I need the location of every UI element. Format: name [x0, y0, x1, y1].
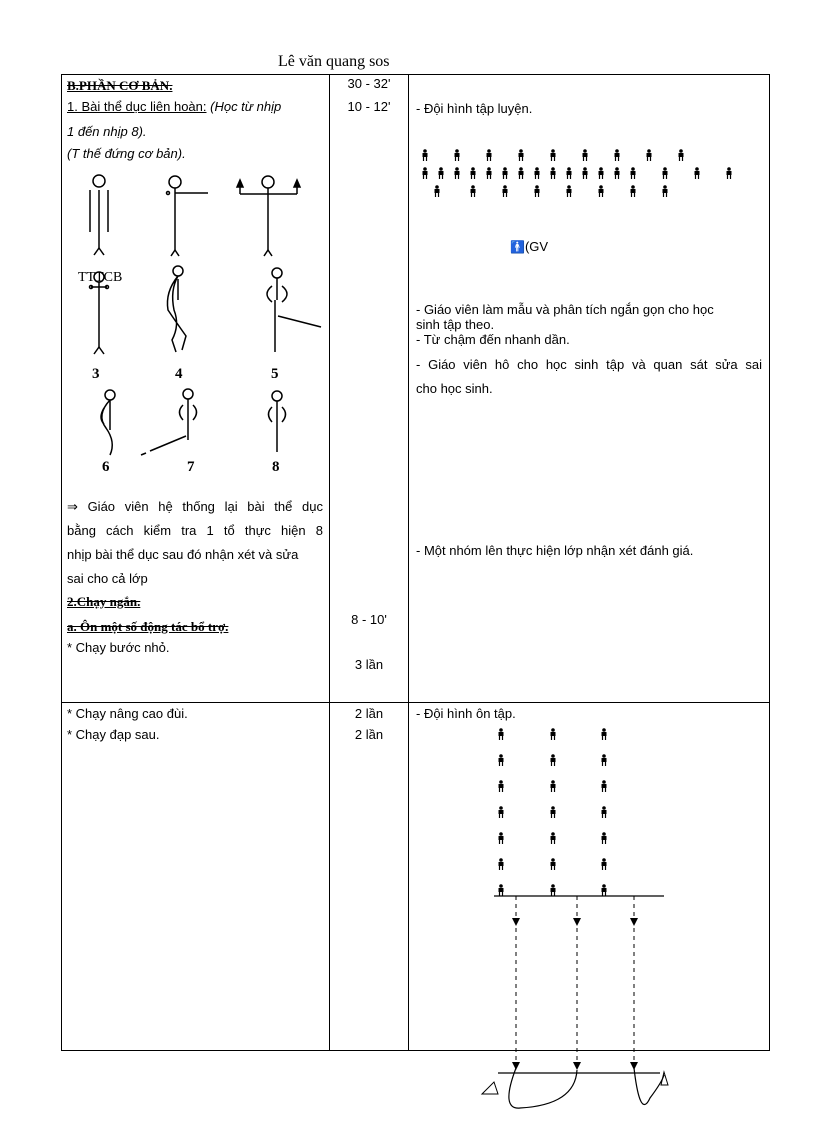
speed-note: - Từ chậm đến nhanh dần.	[416, 332, 570, 347]
high-knee: * Chạy nâng cao đùi.	[67, 706, 188, 721]
student-icon	[485, 148, 493, 160]
student-icon	[549, 779, 557, 791]
student-icon	[469, 184, 477, 196]
kick-back: * Chạy đạp sau.	[67, 727, 160, 742]
student-icon	[600, 805, 608, 817]
student-icon	[497, 831, 505, 843]
student-icon	[497, 883, 505, 895]
student-icon	[613, 148, 621, 160]
student-icon	[549, 857, 557, 869]
review-a: ⇒ Giáo viên hệ thống lại bài thể dục	[67, 499, 323, 514]
figure-stance	[90, 175, 108, 255]
student-icon	[597, 184, 605, 196]
student-icon	[597, 166, 605, 178]
figure-step-8	[269, 391, 286, 452]
student-icon	[453, 148, 461, 160]
figure-step-4	[167, 266, 186, 352]
demo-note-b: sinh tập theo.	[416, 317, 495, 332]
section-title: B.PHẦN CƠ BẢN.	[67, 78, 173, 93]
student-icon	[600, 831, 608, 843]
small-step: * Chạy bước nhỏ.	[67, 640, 170, 655]
student-icon	[581, 166, 589, 178]
student-icon	[497, 857, 505, 869]
student-icon	[600, 753, 608, 765]
step-label-5: 5	[271, 366, 279, 382]
return-curve-1	[509, 1068, 577, 1108]
run-title: 2.Chạy ngắn.	[67, 594, 141, 609]
student-icon	[600, 857, 608, 869]
student-icon	[433, 184, 441, 196]
review-b: bằng cách kiểm tra 1 tổ thực hiện 8	[67, 523, 323, 538]
student-icon	[453, 166, 461, 178]
teacher-label: (GV	[524, 239, 549, 254]
formation-label: - Đội hình tập luyện.	[416, 101, 533, 116]
kick-back-reps: 2 lần	[354, 727, 384, 742]
student-icon	[437, 166, 445, 178]
student-icon	[497, 753, 505, 765]
student-icon	[517, 166, 525, 178]
student-icon	[549, 831, 557, 843]
student-icon	[501, 184, 509, 196]
student-icon	[645, 148, 653, 160]
exercise-note-b: 1 đến nhịp 8).	[67, 124, 147, 139]
review-c: nhịp bài thể dục sau đó nhận xét và sửa	[67, 547, 299, 562]
student-icon	[565, 184, 573, 196]
student-icon	[517, 148, 525, 160]
step-label-4: 4	[175, 366, 183, 382]
student-icon	[549, 753, 557, 765]
shout-note-b: cho học sinh.	[416, 381, 493, 396]
drill-time: 8 - 10'	[351, 612, 387, 627]
drill-title: a. Ôn một số động tác bổ trợ.	[67, 619, 229, 634]
step-label-7: 7	[187, 459, 195, 475]
figure-arms-out	[237, 176, 300, 256]
student-icon	[693, 166, 701, 178]
demo-note-a: - Giáo viên làm mẫu và phân tích ngắn gọn cho học	[416, 302, 714, 317]
small-step-reps: 3 lần	[354, 657, 384, 672]
exercise-time: 10 - 12'	[347, 99, 391, 114]
posture-note: (T thế đứng cơ bản).	[67, 146, 186, 161]
high-knee-reps: 2 lần	[354, 706, 384, 721]
tttcb-label: TTTCB	[78, 270, 123, 285]
student-icon	[497, 805, 505, 817]
student-icon	[421, 148, 429, 160]
teacher-icon: 🚹	[510, 240, 525, 254]
section-time: 30 - 32'	[347, 76, 391, 91]
student-icon	[549, 727, 557, 739]
review-d: sai cho cả lớp	[67, 571, 148, 586]
student-icon	[549, 148, 557, 160]
student-icon	[549, 805, 557, 817]
lane-arrowheads	[512, 918, 638, 1070]
exercise-note-a: (Học từ nhịp	[210, 99, 282, 114]
student-icon	[497, 727, 505, 739]
step-label-6: 6	[102, 459, 110, 475]
student-icon	[501, 166, 509, 178]
student-icon	[600, 779, 608, 791]
student-icon	[485, 166, 493, 178]
figure-step-7	[141, 389, 197, 455]
student-icon	[725, 166, 733, 178]
figure-arm-side	[167, 176, 209, 256]
student-icon	[661, 166, 669, 178]
student-icon	[629, 166, 637, 178]
shout-note-a: - Giáo viên hô cho học sinh tập và quan sát sửa sai	[416, 357, 762, 372]
figure-step-5	[267, 268, 321, 352]
student-icon	[533, 166, 541, 178]
student-icon	[581, 148, 589, 160]
student-icon	[629, 184, 637, 196]
student-icon	[600, 883, 608, 895]
student-icon	[565, 166, 573, 178]
cone-right	[661, 1072, 668, 1085]
exercise-title: 1. Bài thể dục liên hoàn:	[67, 99, 207, 114]
author-header: Lê văn quang sos	[278, 53, 390, 70]
student-icon	[661, 184, 669, 196]
step-label-3: 3	[92, 366, 100, 382]
step-label-8: 8	[272, 459, 280, 475]
figure-step-6	[101, 390, 115, 455]
student-icon	[421, 166, 429, 178]
review-formation-label: - Đội hình ôn tập.	[416, 706, 516, 721]
student-icon	[533, 184, 541, 196]
group-eval: - Một nhóm lên thực hiện lớp nhận xét đánh giá.	[416, 543, 694, 558]
teacher-marker	[510, 239, 548, 255]
cone-left	[482, 1082, 498, 1094]
student-icon	[600, 727, 608, 739]
student-icon	[549, 166, 557, 178]
student-icon	[497, 779, 505, 791]
student-icon	[677, 148, 685, 160]
student-icon	[469, 166, 477, 178]
student-icon	[613, 166, 621, 178]
student-icon	[549, 883, 557, 895]
